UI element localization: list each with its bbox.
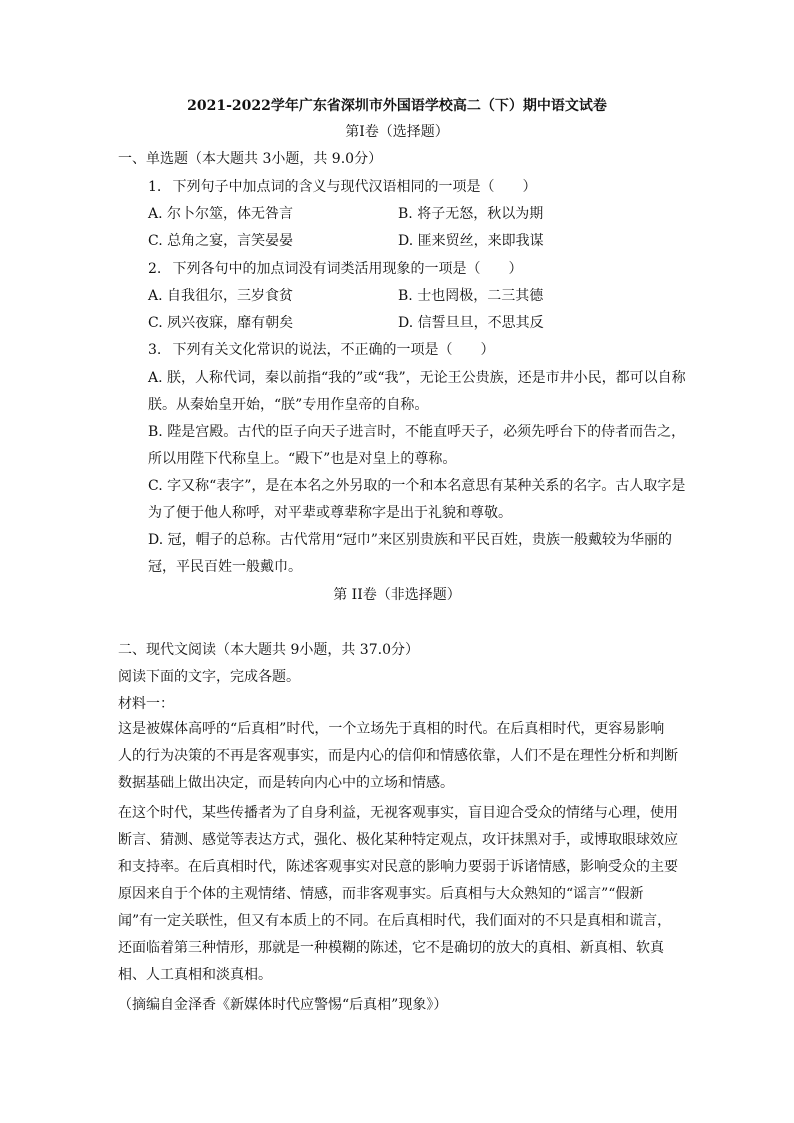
question-number: 2. [148,261,162,277]
material-label: 材料一： [118,696,174,712]
material-source: （摘编自金泽香《新媒体时代应警惕“后真相”现象》） [118,997,448,1013]
q1-option-b: B. 将子无怒，秋以为期 [398,206,544,222]
question-stem: 下列有关文化常识的说法，不正确的一项是（ ） [172,342,495,358]
question-1 [148,177,536,197]
q2-option-d: D. 信誓旦旦，不思其反 [398,315,544,331]
material-paragraph-1: 这是被媒体高呼的“后真相”时代，一个立场先于真相的时代。在后真相时代，更容易影响人的行为决策的不再是客观事实，而是内心的信仰和情感依靠，人们不是在理性分析和判断数据基础上做出决定，而是转向内心中的立场和情感。 [118,721,678,791]
q2-option-a: A. 自我徂尔，三岁食贫 [148,288,294,304]
section-one-heading: 一、单选题（本大题共 3小题，共 9.0分） [118,151,383,167]
q1-option-c: C. 总角之宴，言笑晏晏 [148,233,294,249]
reading-instruction: 阅读下面的文字，完成各题。 [118,669,300,685]
q2-option-b: B. 士也罔极，二三其德 [398,288,544,304]
q3-option-b: B. 陛是宫殿。古代的臣子向天子进言时，不能直呼天子，必须先呼台下的侍者而告之，所以用陛下代称皇上。“殿下”也是对皇上的尊称。 [148,424,686,467]
q3-option-d: D. 冠，帽子的总称。古代常用“冠巾”来区别贵族和平民百姓，贵族一般戴较为华丽的冠，平民百姓一般戴巾。 [148,532,672,575]
question-stem: 下列各句中的加点词没有词类活用现象的一项是（ ） [172,261,523,277]
question-number: 1. [148,179,162,195]
section-two-heading: 二、现代文阅读（本大题共 9小题，共 37.0分） [118,642,419,658]
q3-option-c: C. 字又称“表字”，是在本名之外另取的一个和本名意思有某种关系的名字。古人取字是为了便于他人称呼，对平辈或尊辈称字是出于礼貌和尊敬。 [148,478,686,521]
volume-two-heading: 第 II卷（非选择题） [333,587,461,603]
q3-option-a: A. 朕，人称代词，秦以前指“我的”或“我”，无论王公贵族，还是市井小民，都可以自称朕。从秦始皇开始，“朕”专用作皇帝的自称。 [148,370,686,413]
exam-title: 2021-2022学年广东省深圳市外国语学校高二（下）期中语文试卷 [187,98,607,114]
q1-option-a: A. 尔卜尔筮，体无咎言 [148,206,294,222]
material-paragraph-2: 在这个时代，某些传播者为了自身利益，无视客观事实，盲目迎合受众的情绪与心理，使用断言、猜测、感觉等表达方式，强化、极化某种特定观点，攻讦抹黑对手，或博取眼球效应和支持率。在后真相时代，陈述客观事实对民意的影响力要弱于诉诸情感，影响受众的主要原因来自于个体的主观情绪、情感，而非客观事实。后真相与大众熟知的“谣言”“假新闻”有一定关联性，但又有本质上的不同。在后真相时代，我们面对的不只是真相和谎言，还面临着第三种情形，那就是一种模糊的陈述，它不是确切的放大的真相、新真相、软真相、人工真相和淡真相。 [118,805,678,983]
question-number: 3. [148,342,162,358]
question-stem: 下列句子中加点词的含义与现代汉语相同的一项是（ ） [172,179,537,195]
volume-one-heading: 第Ⅰ卷（选择题） [345,124,449,140]
question-2 [148,259,522,279]
q2-option-c: C. 夙兴夜寐，靡有朝矣 [148,315,294,331]
q1-option-d: D. 匪来贸丝，来即我谋 [398,233,544,249]
question-3 [148,340,494,360]
